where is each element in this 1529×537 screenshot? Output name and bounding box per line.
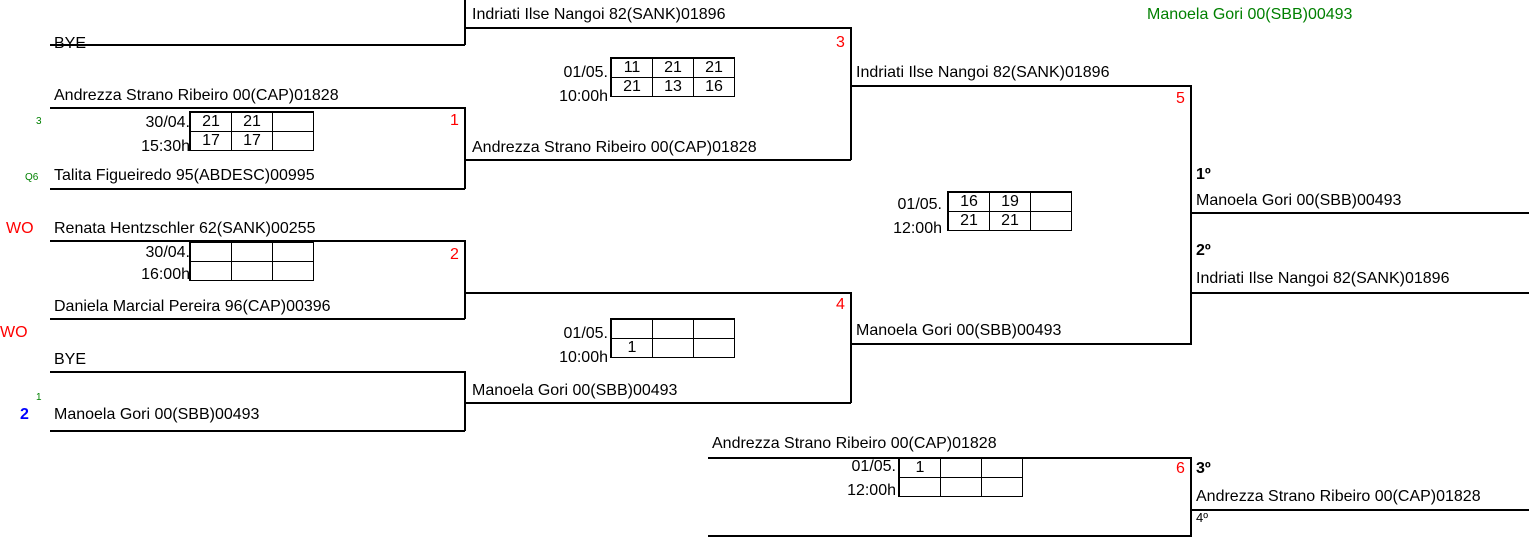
- player-name: BYE: [54, 351, 87, 368]
- score-cell: [653, 319, 694, 339]
- bracket-line: [50, 44, 465, 46]
- score-cell: [611, 319, 653, 339]
- match-number: 6: [1176, 460, 1185, 477]
- match-date: 01/05.: [563, 64, 608, 81]
- score-cell: 21: [948, 212, 990, 231]
- seed-number: 1: [36, 392, 42, 403]
- bracket-connector: [464, 0, 466, 45]
- match-date: 01/05.: [563, 325, 608, 342]
- score-cell: 21: [190, 112, 232, 132]
- seed-number: 3: [36, 116, 42, 127]
- score-cell: [1031, 192, 1072, 212]
- score-table: [610, 318, 735, 358]
- player-name: Talita Figueiredo 95(ABDESC)00995: [54, 167, 315, 184]
- bracket-line: [50, 107, 465, 109]
- bracket-line: [464, 292, 851, 294]
- player-name: Andrezza Strano Ribeiro 00(CAP)01828: [54, 87, 339, 104]
- seed-qualifier: Q6: [25, 172, 39, 183]
- score-table: [610, 57, 735, 97]
- match-number: 1: [450, 112, 459, 129]
- player-name: Indriati Ilse Nangoi 82(SANK)01896: [472, 6, 726, 23]
- score-cell: 1: [899, 458, 941, 478]
- bracket-line: [50, 188, 465, 190]
- score-cell: 16: [694, 78, 735, 97]
- bracket-line: [464, 27, 851, 29]
- champion-label: Manoela Gori 00(SBB)00493: [1147, 6, 1353, 23]
- player-name: Daniela Marcial Pereira 96(CAP)00396: [54, 298, 331, 315]
- place-label: 4º: [1196, 510, 1208, 525]
- score-cell: [273, 112, 314, 132]
- score-cell: 1: [611, 339, 653, 358]
- score-cell: [653, 339, 694, 358]
- match-time: 10:00h: [559, 349, 608, 366]
- player-name: Renata Hentzschler 62(SANK)00255: [54, 220, 316, 237]
- match-number: 4: [836, 296, 845, 313]
- walkover-mark: WO: [6, 220, 34, 237]
- player-name: Andrezza Strano Ribeiro 00(CAP)01828: [1196, 488, 1481, 505]
- bracket-connector: [850, 292, 852, 403]
- score-cell: 17: [190, 132, 232, 151]
- score-table: [947, 191, 1072, 231]
- score-cell: 21: [611, 78, 653, 97]
- score-cell: [694, 339, 735, 358]
- place-label: 1º: [1196, 166, 1211, 183]
- player-name: BYE: [54, 35, 87, 52]
- match-date: 30/04.: [145, 244, 190, 261]
- match-time: 15:30h: [141, 138, 190, 155]
- bracket-line: [50, 318, 465, 320]
- score-cell: [694, 319, 735, 339]
- bracket-connector: [464, 371, 466, 431]
- player-name: Andrezza Strano Ribeiro 00(CAP)01828: [712, 435, 997, 452]
- score-cell: 16: [948, 192, 990, 212]
- match-time: 12:00h: [847, 482, 896, 499]
- bracket-line: [850, 85, 1192, 87]
- match-time: 16:00h: [141, 266, 190, 283]
- score-cell: [941, 478, 982, 497]
- player-name: Indriati Ilse Nangoi 82(SANK)01896: [856, 64, 1110, 81]
- match-date: 01/05.: [851, 458, 896, 475]
- match-number: 2: [450, 246, 459, 263]
- bracket-connector: [850, 27, 852, 160]
- bracket-line: [1190, 212, 1529, 214]
- score-cell: 19: [990, 192, 1031, 212]
- walkover-mark: WO: [0, 324, 28, 341]
- score-cell: [273, 132, 314, 151]
- player-name: Manoela Gori 00(SBB)00493: [54, 406, 260, 423]
- score-table: [189, 241, 314, 281]
- score-table: [189, 111, 314, 151]
- bracket-connector: [1190, 85, 1192, 344]
- score-cell: [941, 458, 982, 478]
- score-cell: [273, 262, 314, 281]
- player-name: Indriati Ilse Nangoi 82(SANK)01896: [1196, 270, 1450, 287]
- bracket-connector: [464, 240, 466, 319]
- player-name: Manoela Gori 00(SBB)00493: [1196, 192, 1402, 209]
- seed-rank: 2: [20, 406, 29, 423]
- score-cell: [232, 242, 273, 262]
- match-number: 5: [1176, 90, 1185, 107]
- bracket-connector: [1190, 457, 1192, 537]
- score-cell: 11: [611, 58, 653, 78]
- bracket-line: [464, 402, 851, 404]
- match-time: 12:00h: [893, 220, 942, 237]
- score-cell: [899, 478, 941, 497]
- score-cell: 21: [990, 212, 1031, 231]
- score-cell: 21: [653, 58, 694, 78]
- player-name: Manoela Gori 00(SBB)00493: [856, 322, 1062, 339]
- score-cell: [273, 242, 314, 262]
- score-cell: [190, 262, 232, 281]
- score-table: [898, 457, 1023, 497]
- bracket-line: [50, 371, 465, 373]
- match-date: 30/04.: [145, 114, 190, 131]
- score-cell: 21: [232, 112, 273, 132]
- player-name: Manoela Gori 00(SBB)00493: [472, 382, 678, 399]
- place-label: 2º: [1196, 242, 1211, 259]
- bracket-connector: [464, 107, 466, 189]
- score-cell: [190, 242, 232, 262]
- bracket-line: [50, 430, 465, 432]
- player-name: Andrezza Strano Ribeiro 00(CAP)01828: [472, 139, 757, 156]
- bracket-line: [1190, 509, 1529, 511]
- match-date: 01/05.: [897, 196, 942, 213]
- score-cell: [1031, 212, 1072, 231]
- match-number: 3: [836, 34, 845, 51]
- bracket-line: [1190, 292, 1529, 294]
- place-label: 3º: [1196, 460, 1211, 477]
- score-cell: [982, 478, 1023, 497]
- score-cell: [982, 458, 1023, 478]
- score-cell: 13: [653, 78, 694, 97]
- bracket-line: [464, 159, 851, 161]
- match-time: 10:00h: [559, 88, 608, 105]
- score-cell: [232, 262, 273, 281]
- score-cell: 21: [694, 58, 735, 78]
- bracket-line: [850, 343, 1192, 345]
- score-cell: 17: [232, 132, 273, 151]
